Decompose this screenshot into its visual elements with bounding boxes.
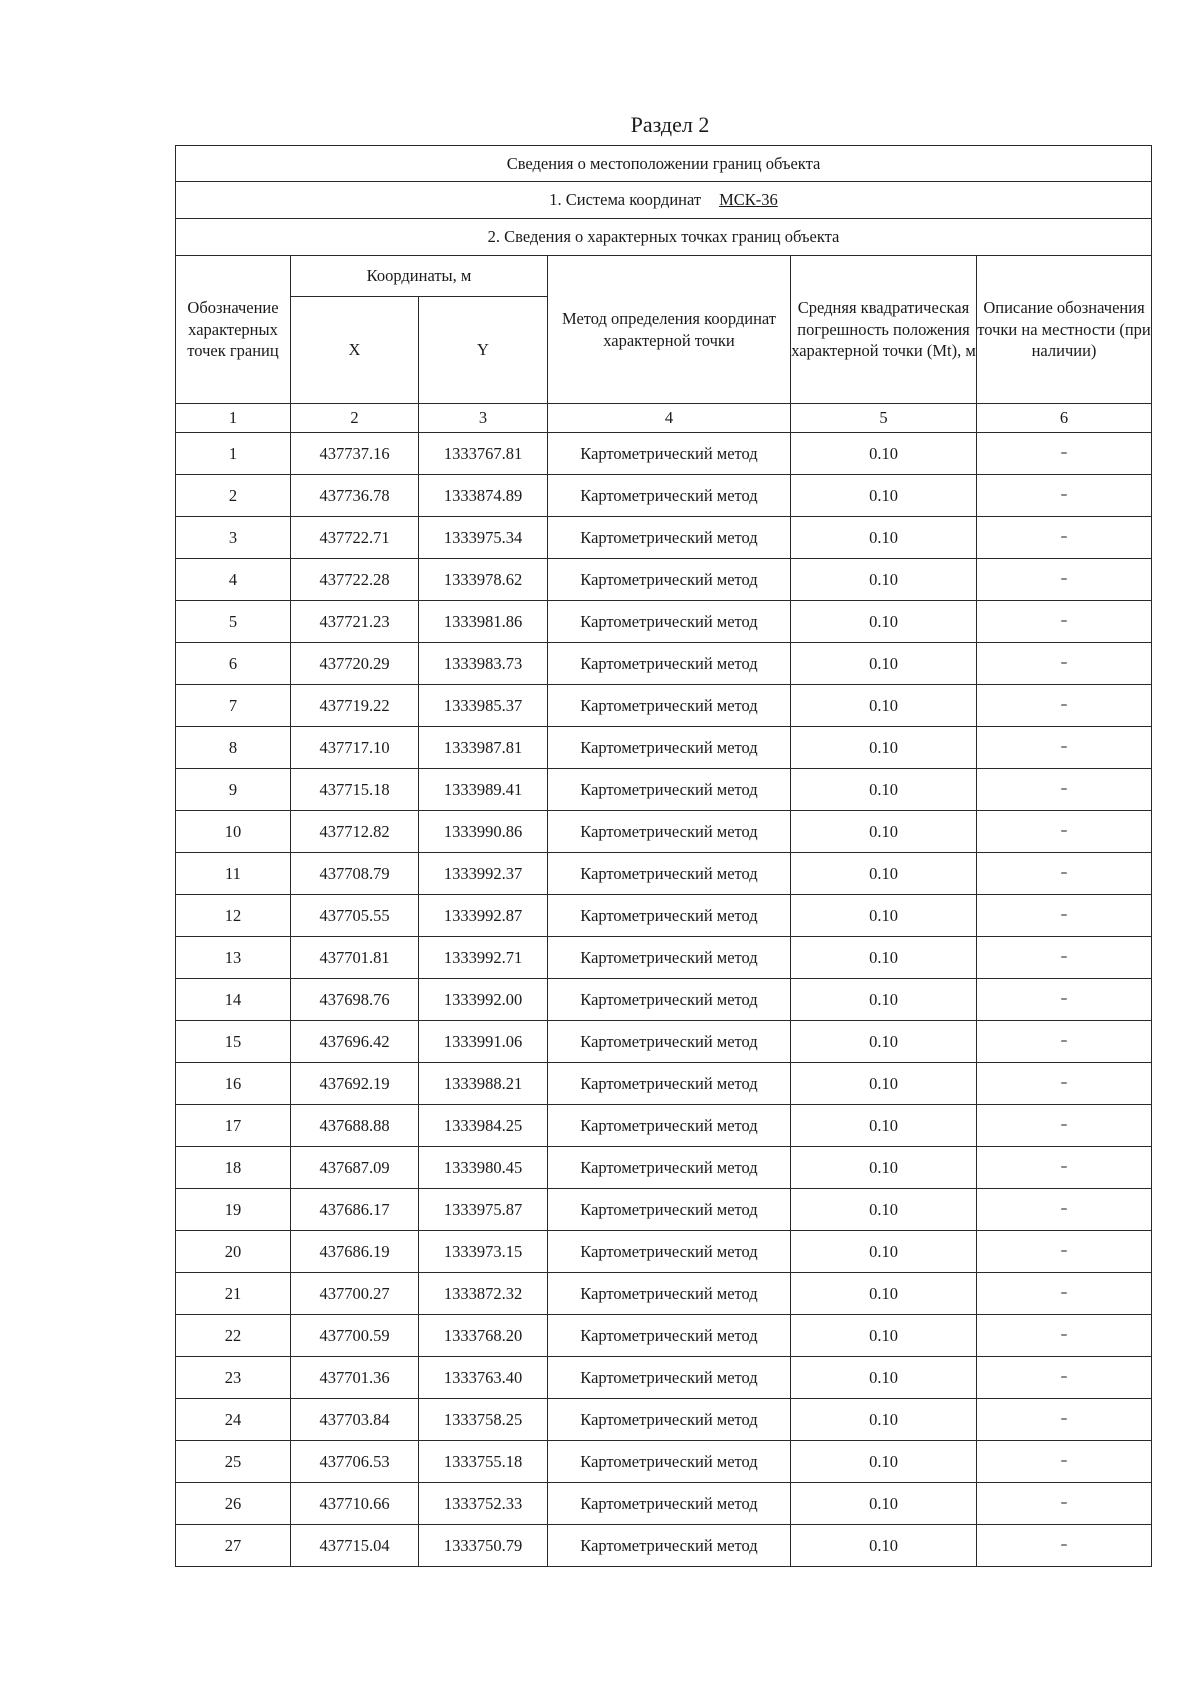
method-cell: Картометрический метод bbox=[548, 1399, 791, 1441]
table-row bbox=[176, 811, 1152, 853]
description-cell: – bbox=[977, 1063, 1152, 1105]
y-coordinate-cell: 1333768.20 bbox=[419, 1315, 548, 1357]
description-cell: – bbox=[977, 979, 1152, 1021]
method-cell: Картометрический метод bbox=[548, 811, 791, 853]
method-cell: Картометрический метод bbox=[548, 643, 791, 685]
point-number-cell: 13 bbox=[176, 937, 291, 979]
method-cell: Картометрический метод bbox=[548, 895, 791, 937]
error-cell: 0.10 bbox=[791, 979, 977, 1021]
error-cell: 0.10 bbox=[791, 601, 977, 643]
table-row bbox=[176, 433, 1152, 475]
description-cell: – bbox=[977, 517, 1152, 559]
y-coordinate-cell: 1333989.41 bbox=[419, 769, 548, 811]
error-cell: 0.10 bbox=[791, 643, 977, 685]
x-coordinate-cell: 437686.17 bbox=[291, 1189, 419, 1231]
x-coordinate-cell: 437698.76 bbox=[291, 979, 419, 1021]
table-row bbox=[176, 1231, 1152, 1273]
x-coordinate-cell: 437737.16 bbox=[291, 433, 419, 475]
error-cell: 0.10 bbox=[791, 1189, 977, 1231]
method-cell: Картометрический метод bbox=[548, 1525, 791, 1567]
method-cell: Картометрический метод bbox=[548, 1357, 791, 1399]
header-description: Описание обозначения точки на местности (при наличии) bbox=[977, 256, 1152, 404]
y-coordinate-cell: 1333767.81 bbox=[419, 433, 548, 475]
error-cell: 0.10 bbox=[791, 1441, 977, 1483]
method-cell: Картометрический метод bbox=[548, 517, 791, 559]
y-coordinate-cell: 1333975.34 bbox=[419, 517, 548, 559]
x-coordinate-cell: 437686.19 bbox=[291, 1231, 419, 1273]
point-number-cell: 9 bbox=[176, 769, 291, 811]
error-cell: 0.10 bbox=[791, 1105, 977, 1147]
x-coordinate-cell: 437688.88 bbox=[291, 1105, 419, 1147]
description-cell: – bbox=[977, 1525, 1152, 1567]
point-number-cell: 14 bbox=[176, 979, 291, 1021]
table-row bbox=[176, 1315, 1152, 1357]
description-cell: – bbox=[977, 811, 1152, 853]
table-row bbox=[176, 1441, 1152, 1483]
method-cell: Картометрический метод bbox=[548, 769, 791, 811]
header-error: Средняя квадратическая погрешность положения характерной точки (Mt), м bbox=[791, 256, 977, 404]
error-cell: 0.10 bbox=[791, 1483, 977, 1525]
coord-system-value: МСК-36 bbox=[719, 190, 778, 210]
error-cell: 0.10 bbox=[791, 1399, 977, 1441]
description-cell: – bbox=[977, 1021, 1152, 1063]
table-row bbox=[176, 937, 1152, 979]
y-coordinate-cell: 1333988.21 bbox=[419, 1063, 548, 1105]
x-coordinate-cell: 437720.29 bbox=[291, 643, 419, 685]
method-cell: Картометрический метод bbox=[548, 1273, 791, 1315]
x-coordinate-cell: 437705.55 bbox=[291, 895, 419, 937]
method-cell: Картометрический метод bbox=[548, 1105, 791, 1147]
x-coordinate-cell: 437703.84 bbox=[291, 1399, 419, 1441]
header-y: Y bbox=[419, 297, 548, 404]
method-cell: Картометрический метод bbox=[548, 1021, 791, 1063]
method-cell: Картометрический метод bbox=[548, 979, 791, 1021]
error-cell: 0.10 bbox=[791, 937, 977, 979]
description-cell: – bbox=[977, 1483, 1152, 1525]
table-row bbox=[176, 685, 1152, 727]
table-row bbox=[176, 1021, 1152, 1063]
boundary-sheet bbox=[175, 145, 1151, 1567]
description-cell: – bbox=[977, 895, 1152, 937]
y-coordinate-cell: 1333763.40 bbox=[419, 1357, 548, 1399]
point-number-cell: 26 bbox=[176, 1483, 291, 1525]
table-row bbox=[176, 769, 1152, 811]
y-coordinate-cell: 1333983.73 bbox=[419, 643, 548, 685]
point-number-cell: 18 bbox=[176, 1147, 291, 1189]
column-number: 4 bbox=[548, 404, 791, 433]
y-coordinate-cell: 1333984.25 bbox=[419, 1105, 548, 1147]
column-number: 2 bbox=[291, 404, 419, 433]
point-number-cell: 25 bbox=[176, 1441, 291, 1483]
error-cell: 0.10 bbox=[791, 1273, 977, 1315]
method-cell: Картометрический метод bbox=[548, 1063, 791, 1105]
column-number: 6 bbox=[977, 404, 1152, 433]
column-number: 1 bbox=[176, 404, 291, 433]
y-coordinate-cell: 1333874.89 bbox=[419, 475, 548, 517]
description-cell: – bbox=[977, 727, 1152, 769]
method-cell: Картометрический метод bbox=[548, 853, 791, 895]
y-coordinate-cell: 1333755.18 bbox=[419, 1441, 548, 1483]
point-number-cell: 3 bbox=[176, 517, 291, 559]
banner-title: Сведения о местоположении границ объекта bbox=[176, 146, 1152, 182]
table-row bbox=[176, 643, 1152, 685]
error-cell: 0.10 bbox=[791, 1357, 977, 1399]
point-number-cell: 12 bbox=[176, 895, 291, 937]
point-number-cell: 27 bbox=[176, 1525, 291, 1567]
point-number-cell: 16 bbox=[176, 1063, 291, 1105]
y-coordinate-cell: 1333752.33 bbox=[419, 1483, 548, 1525]
x-coordinate-cell: 437700.27 bbox=[291, 1273, 419, 1315]
method-cell: Картометрический метод bbox=[548, 559, 791, 601]
error-cell: 0.10 bbox=[791, 1525, 977, 1567]
table-row bbox=[176, 1483, 1152, 1525]
header-coords-group: Координаты, м bbox=[291, 256, 548, 297]
table-row bbox=[176, 1147, 1152, 1189]
x-coordinate-cell: 437701.81 bbox=[291, 937, 419, 979]
y-coordinate-cell: 1333975.87 bbox=[419, 1189, 548, 1231]
description-cell: – bbox=[977, 1189, 1152, 1231]
error-cell: 0.10 bbox=[791, 685, 977, 727]
error-cell: 0.10 bbox=[791, 559, 977, 601]
error-cell: 0.10 bbox=[791, 1063, 977, 1105]
x-coordinate-cell: 437701.36 bbox=[291, 1357, 419, 1399]
x-coordinate-cell: 437708.79 bbox=[291, 853, 419, 895]
description-cell: – bbox=[977, 1273, 1152, 1315]
description-cell: – bbox=[977, 433, 1152, 475]
point-number-cell: 24 bbox=[176, 1399, 291, 1441]
point-number-cell: 21 bbox=[176, 1273, 291, 1315]
y-coordinate-cell: 1333981.86 bbox=[419, 601, 548, 643]
y-coordinate-cell: 1333750.79 bbox=[419, 1525, 548, 1567]
header-x: X bbox=[291, 297, 419, 404]
coord-system-line bbox=[176, 182, 1152, 219]
method-cell: Картометрический метод bbox=[548, 727, 791, 769]
y-coordinate-cell: 1333990.86 bbox=[419, 811, 548, 853]
x-coordinate-cell: 437717.10 bbox=[291, 727, 419, 769]
method-cell: Картометрический метод bbox=[548, 475, 791, 517]
x-coordinate-cell: 437706.53 bbox=[291, 1441, 419, 1483]
x-coordinate-cell: 437692.19 bbox=[291, 1063, 419, 1105]
x-coordinate-cell: 437696.42 bbox=[291, 1021, 419, 1063]
y-coordinate-cell: 1333992.71 bbox=[419, 937, 548, 979]
method-cell: Картометрический метод bbox=[548, 433, 791, 475]
description-cell: – bbox=[977, 853, 1152, 895]
method-cell: Картометрический метод bbox=[548, 1315, 791, 1357]
y-coordinate-cell: 1333758.25 bbox=[419, 1399, 548, 1441]
description-cell: – bbox=[977, 769, 1152, 811]
description-cell: – bbox=[977, 601, 1152, 643]
x-coordinate-cell: 437736.78 bbox=[291, 475, 419, 517]
y-coordinate-cell: 1333985.37 bbox=[419, 685, 548, 727]
method-cell: Картометрический метод bbox=[548, 685, 791, 727]
header-point-label: Обозначение характерных точек границ bbox=[176, 256, 291, 404]
error-cell: 0.10 bbox=[791, 895, 977, 937]
error-cell: 0.10 bbox=[791, 853, 977, 895]
method-cell: Картометрический метод bbox=[548, 1189, 791, 1231]
x-coordinate-cell: 437700.59 bbox=[291, 1315, 419, 1357]
error-cell: 0.10 bbox=[791, 517, 977, 559]
description-cell: – bbox=[977, 1441, 1152, 1483]
table-row bbox=[176, 727, 1152, 769]
y-coordinate-cell: 1333987.81 bbox=[419, 727, 548, 769]
x-coordinate-cell: 437722.28 bbox=[291, 559, 419, 601]
point-number-cell: 6 bbox=[176, 643, 291, 685]
point-number-cell: 17 bbox=[176, 1105, 291, 1147]
point-number-cell: 11 bbox=[176, 853, 291, 895]
error-cell: 0.10 bbox=[791, 811, 977, 853]
description-cell: – bbox=[977, 1315, 1152, 1357]
description-cell: – bbox=[977, 1357, 1152, 1399]
description-cell: – bbox=[977, 685, 1152, 727]
x-coordinate-cell: 437715.04 bbox=[291, 1525, 419, 1567]
y-coordinate-cell: 1333973.15 bbox=[419, 1231, 548, 1273]
error-cell: 0.10 bbox=[791, 1231, 977, 1273]
point-number-cell: 10 bbox=[176, 811, 291, 853]
point-number-cell: 5 bbox=[176, 601, 291, 643]
method-cell: Картометрический метод bbox=[548, 1441, 791, 1483]
point-number-cell: 20 bbox=[176, 1231, 291, 1273]
points-heading: 2. Сведения о характерных точках границ объекта bbox=[176, 219, 1152, 256]
y-coordinate-cell: 1333992.00 bbox=[419, 979, 548, 1021]
coord-system-label: 1. Система координат bbox=[549, 190, 702, 210]
x-coordinate-cell: 437721.23 bbox=[291, 601, 419, 643]
description-cell: – bbox=[977, 1147, 1152, 1189]
description-cell: – bbox=[977, 475, 1152, 517]
table-row bbox=[176, 1273, 1152, 1315]
table-row bbox=[176, 979, 1152, 1021]
description-cell: – bbox=[977, 1399, 1152, 1441]
table-row bbox=[176, 559, 1152, 601]
point-number-cell: 2 bbox=[176, 475, 291, 517]
description-cell: – bbox=[977, 1231, 1152, 1273]
point-number-cell: 1 bbox=[176, 433, 291, 475]
table-row bbox=[176, 895, 1152, 937]
error-cell: 0.10 bbox=[791, 1315, 977, 1357]
boundary-points-table bbox=[175, 145, 1152, 1567]
x-coordinate-cell: 437722.71 bbox=[291, 517, 419, 559]
y-coordinate-cell: 1333978.62 bbox=[419, 559, 548, 601]
column-number: 3 bbox=[419, 404, 548, 433]
y-coordinate-cell: 1333872.32 bbox=[419, 1273, 548, 1315]
x-coordinate-cell: 437687.09 bbox=[291, 1147, 419, 1189]
point-number-cell: 15 bbox=[176, 1021, 291, 1063]
error-cell: 0.10 bbox=[791, 433, 977, 475]
x-coordinate-cell: 437719.22 bbox=[291, 685, 419, 727]
point-number-cell: 22 bbox=[176, 1315, 291, 1357]
description-cell: – bbox=[977, 559, 1152, 601]
method-cell: Картометрический метод bbox=[548, 937, 791, 979]
table-row bbox=[176, 475, 1152, 517]
header-method: Метод определения координат характерной точки bbox=[548, 256, 791, 404]
table-row bbox=[176, 1357, 1152, 1399]
point-number-cell: 7 bbox=[176, 685, 291, 727]
point-number-cell: 23 bbox=[176, 1357, 291, 1399]
description-cell: – bbox=[977, 937, 1152, 979]
error-cell: 0.10 bbox=[791, 475, 977, 517]
x-coordinate-cell: 437712.82 bbox=[291, 811, 419, 853]
y-coordinate-cell: 1333992.87 bbox=[419, 895, 548, 937]
method-cell: Картометрический метод bbox=[548, 601, 791, 643]
table-row bbox=[176, 1063, 1152, 1105]
table-row bbox=[176, 1399, 1152, 1441]
column-number: 5 bbox=[791, 404, 977, 433]
description-cell: – bbox=[977, 643, 1152, 685]
point-number-cell: 19 bbox=[176, 1189, 291, 1231]
method-cell: Картометрический метод bbox=[548, 1147, 791, 1189]
table-row bbox=[176, 601, 1152, 643]
point-number-cell: 4 bbox=[176, 559, 291, 601]
error-cell: 0.10 bbox=[791, 1147, 977, 1189]
point-number-cell: 8 bbox=[176, 727, 291, 769]
y-coordinate-cell: 1333991.06 bbox=[419, 1021, 548, 1063]
section-title: Раздел 2 bbox=[630, 112, 710, 137]
table-row bbox=[176, 1525, 1152, 1567]
table-row bbox=[176, 1189, 1152, 1231]
error-cell: 0.10 bbox=[791, 769, 977, 811]
error-cell: 0.10 bbox=[791, 1021, 977, 1063]
y-coordinate-cell: 1333992.37 bbox=[419, 853, 548, 895]
description-cell: – bbox=[977, 1105, 1152, 1147]
table-row bbox=[176, 517, 1152, 559]
method-cell: Картометрический метод bbox=[548, 1231, 791, 1273]
y-coordinate-cell: 1333980.45 bbox=[419, 1147, 548, 1189]
table-row bbox=[176, 1105, 1152, 1147]
table-row bbox=[176, 853, 1152, 895]
method-cell: Картометрический метод bbox=[548, 1483, 791, 1525]
error-cell: 0.10 bbox=[791, 727, 977, 769]
x-coordinate-cell: 437715.18 bbox=[291, 769, 419, 811]
x-coordinate-cell: 437710.66 bbox=[291, 1483, 419, 1525]
